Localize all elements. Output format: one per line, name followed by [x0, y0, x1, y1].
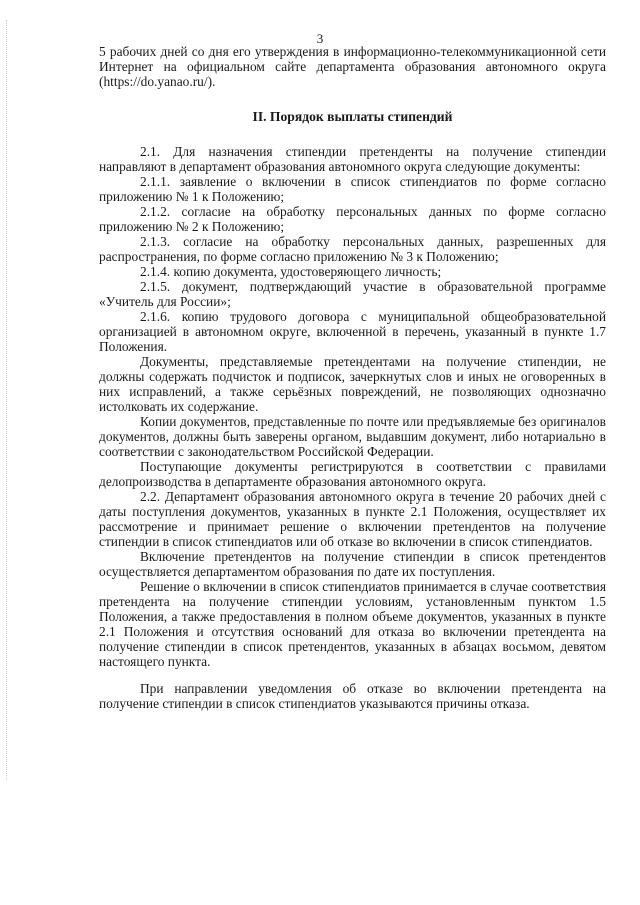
paragraph-refusal-notice: При направлении уведомления об отказе во включении претендента на получение стипендии в список стипендиатов указываются причины отказа.	[99, 681, 606, 711]
paragraph-continuation: 5 рабочих дней со дня его утверждения в информационно-телекоммуникационной сети Интернет на официальном сайте департамента образования автономного округа (https://do.yanao.ru/).	[99, 44, 606, 89]
paragraph-2-1-4: 2.1.4. копию документа, удостоверяющего личность;	[140, 264, 442, 279]
paragraph-2-1-2: 2.1.2. согласие на обработку персональных данных по форме согласно приложению № 2 к Положению;	[99, 204, 606, 234]
paragraph-documents-requirements: Документы, представляемые претендентами на получение стипендии, не должны содержать подчисток и подписок, зачеркнутых слов и иных не оговоренных в них исправлений, а также серьёзных повреждений, не позволяющих однозначно истолковать их содержание.	[99, 354, 606, 414]
paragraph-2-1-5: 2.1.5. документ, подтверждающий участие в образовательной программе «Учитель для России»;	[99, 279, 606, 309]
section-heading: II. Порядок выплаты стипендий	[252, 109, 453, 124]
binding-edge-divider	[6, 20, 8, 780]
paragraph-2-1-1: 2.1.1. заявление о включении в список стипендиатов по форме согласно приложению № 1 к Положению;	[99, 174, 606, 204]
page-number: 3	[316, 31, 324, 46]
paragraph-2-1-3: 2.1.3. согласие на обработку персональных данных, разрешенных для распространения, по форме согласно приложению № 3 к Положению;	[99, 234, 606, 264]
paragraph-2-1: 2.1. Для назначения стипендии претенденты на получение стипендии направляют в департамент образования автономного округа следующие документы:	[99, 144, 606, 174]
paragraph-registration: Поступающие документы регистрируются в соответствии с правилами делопроизводства в департаменте образования автономного округа.	[99, 459, 606, 489]
paragraph-inclusion-order: Включение претендентов на получение стипендии в список претендентов осуществляется департаментом образования по дате их поступления.	[99, 549, 606, 579]
document-body	[99, 44, 606, 711]
paragraph-decision: Решение о включении в список стипендиатов принимается в случае соответствия претендента на получение стипендии условиям, установленным пунктом 1.5 Положения, а также предоставления в полном объеме документов, указанных в пункте 2.1 Положения и отсутствия оснований для отказа во включении претендента на получение стипендии в список претендентов, указанных в абзацах восьмом, девятом настоящего пункта.	[99, 579, 606, 669]
paragraph-2-2: 2.2. Департамент образования автономного округа в течение 20 рабочих дней с даты поступления документов, указанных в пункте 2.1 Положения, осуществляет их рассмотрение и принимает решение о включении претендентов на получение стипендии в список стипендиатов или об отказе во включении в список стипендиатов.	[99, 489, 606, 549]
paragraph-copies-certification: Копии документов, представленные по почте или предъявляемые без оригиналов документов, должны быть заверены органом, выдавшим документ, либо нотариально в соответствии с законодательством Российской Федерации.	[99, 414, 606, 459]
paragraph-2-1-6: 2.1.6. копию трудового договора с муниципальной общеобразовательной организацией в автономном округе, включенной в перечень, указанный в пункте 1.7 Положения.	[99, 309, 606, 354]
